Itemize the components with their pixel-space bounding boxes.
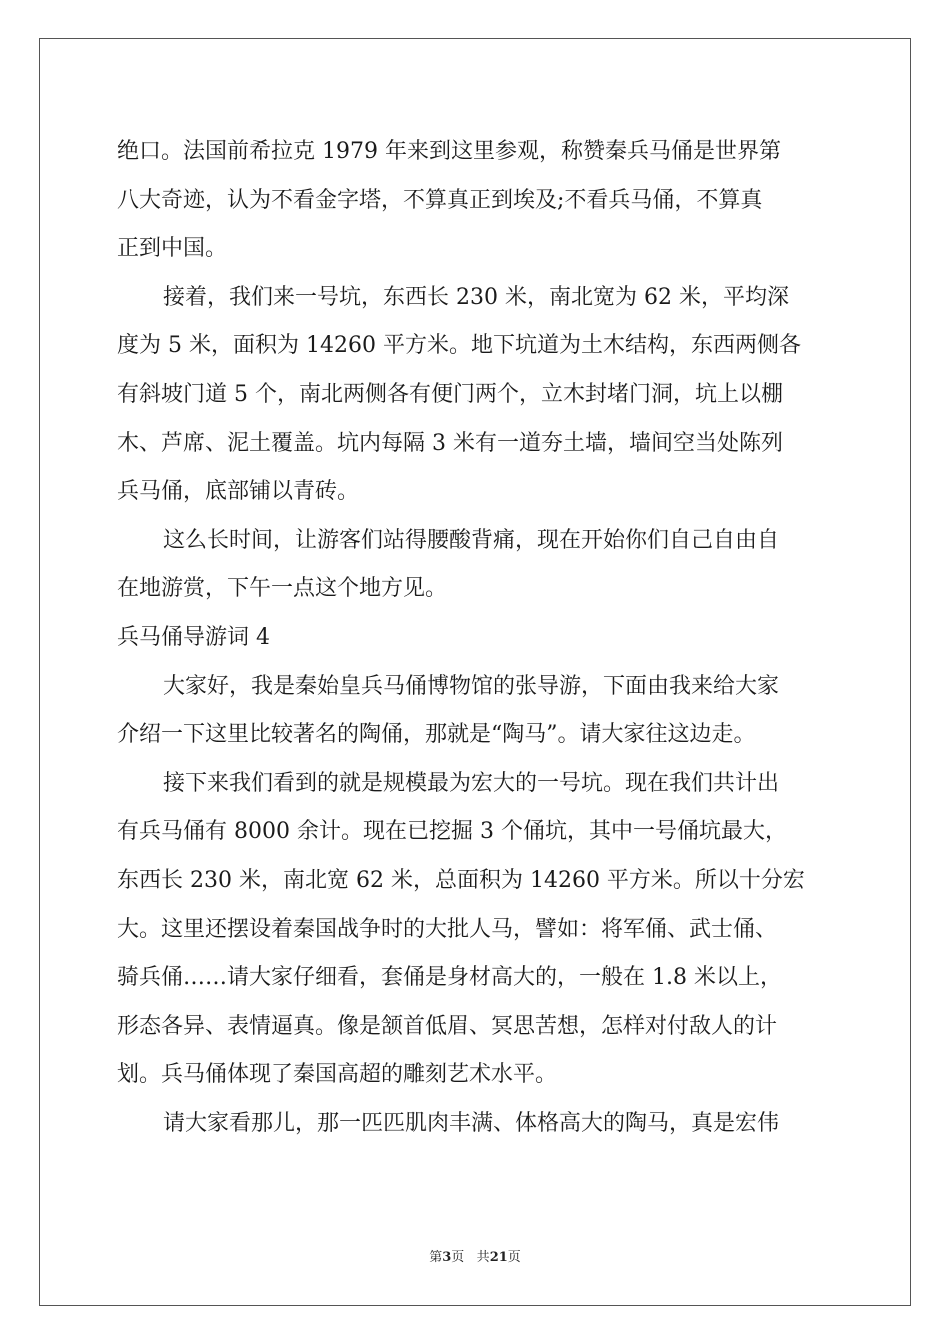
text-line: 度为 5 米，面积为 14260 平方米。地下坑道为土木结构，东西两侧各 [117,333,801,359]
text-line: 接下来我们看到的就是规模最为宏大的一号坑。现在我们共计出 [163,770,780,796]
total-prefix: 共 [476,1250,490,1265]
text-line: 八大奇迹，认为不看金字塔，不算真正到埃及;不看兵马俑，不算真 [117,187,763,213]
text-line: 大。这里还摆设着秦国战争时的大批人马，譬如：将军俑、武士俑、 [117,916,778,942]
text-line: 请大家看那儿，那一匹匹肌肉丰满、体格高大的陶马，真是宏伟 [163,1110,780,1136]
section-heading: 兵马俑导游词 4 [117,624,270,650]
text-line: 兵马俑，底部铺以青砖。 [117,479,360,505]
page-number: 3 [442,1250,452,1265]
text-line: 有斜坡门道 5 个，南北两侧各有便门两个，立木封堵门洞，坑上以棚 [117,381,783,407]
document-body [117,128,837,1148]
page-suffix: 页 [451,1250,465,1265]
text-line: 有兵马俑有 8000 余计。现在已挖掘 3 个俑坑，其中一号俑坑最大， [117,819,787,845]
text-line: 接着，我们来一号坑，东西长 230 米，南北宽为 62 米，平均深 [163,284,789,310]
text-line: 在地游赏，下午一点这个地方见。 [117,576,448,602]
text-line: 骑兵俑……请大家仔细看，套俑是身材高大的，一般在 1.8 米以上， [117,965,782,991]
total-pages: 21 [489,1250,508,1265]
text-line: 绝口。法国前希拉克 1979 年来到这里参观，称赞秦兵马俑是世界第 [117,139,781,164]
text-line: 形态各异、表情逼真。像是颔首低眉、冥思苦想，怎样对付敌人的计 [117,1013,778,1039]
text-line: 正到中国。 [117,236,228,262]
text-line: 木、芦席、泥土覆盖。坑内每隔 3 米有一道夯土墙，墙间空当处陈列 [117,430,783,456]
text-line: 这么长时间，让游客们站得腰酸背痛，现在开始你们自己自由自 [163,527,780,553]
text-line: 大家好，我是秦始皇兵马俑博物馆的张导游，下面由我来给大家 [163,673,780,699]
page-footer [0,1246,950,1265]
text-line: 划。兵马俑体现了秦国高超的雕刻艺术水平。 [117,1062,558,1088]
text-line: 东西长 230 米，南北宽 62 米，总面积为 14260 平方米。所以十分宏 [117,867,805,893]
total-suffix: 页 [507,1250,521,1265]
text-line: 介绍一下这里比较著名的陶俑，那就是“陶马”。请大家往这边走。 [117,722,756,748]
page-prefix: 第 [429,1250,443,1265]
